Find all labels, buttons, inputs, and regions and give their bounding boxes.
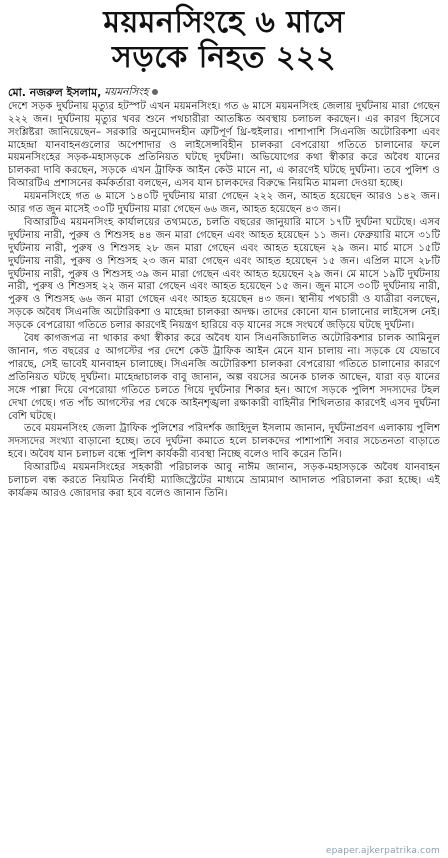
headline (8, 6, 440, 76)
byline (8, 86, 440, 99)
watermark: epaper.ajkerpatrika.com (325, 846, 440, 856)
article-paragraph: বিআরটিএ ময়মনসিংহ কার্যালয়ের তথ্যমতে, চলতি বছরের জানুয়ারি মাসে ১৭টি দুর্ঘটনা ঘটেছে। এসব দুর্ঘটনায় নারী, পুরুষ ও শিশুসহ ৪৪ জন মারা গেছেন এবং আহত হয়েছেন ১১ জন। ফেব্রুয়ারি মাসে ৩১টি দুর্ঘটনায় নারী, পুরুষ ও শিশুসহ ২৮ জন মারা গেছেন এবং আহত হয়েছেন ২৯ জন। মার্চ মাসে ১৫টি দুর্ঘটনায় নারী, পুরুষ ও শিশুসহ ২৩ জন মারা গেছেন এবং আহত হয়েছেন ১৫ জন। এপ্রিল মাসে ২৮টি দুর্ঘটনায় নারী, পুরুষ ও শিশুসহ ৩৯ জন মারা গেছেন এবং আহত হয়েছেন ২৯ জন। মে মাসে ১৯টি দুর্ঘটনায় নারী, পুরুষ ও শিশুসহ ২২ জন মারা গেছেন এবং আহত হয়েছেন ১৫ জন। জুন মাসে ৩০টি দুর্ঘটনায় নারী, পুরুষ ও শিশুসহ ৬৬ জন মারা গেছেন এবং আহত হয়েছেন ৪৩ জন। স্থানীয় পথচারী ও যাত্রীরা বলছেন, সড়কে অবৈধ সিএনজি অটোরিকশা ও মাহেন্দ্রা চালকরা অদক্ষ। তাদের কোনো যান চালানোর লাইসেন্স নেই। সড়কে বেপরোয়া গতিতে চলার কারণেই নিয়ন্ত্রণ হারিয়ে বড় যানের সঙ্গে সংঘর্ষে জড়িয়ে ঘটছে দুর্ঘটনা। (8, 216, 440, 332)
byline-location: ময়মনসিংহ (104, 85, 149, 98)
byline-bullet-icon (152, 89, 158, 95)
article-paragraph: বৈধ কাগজপত্র না থাকার কথা স্বীকার করে অবৈধ যান সিএনজিচালিত অটোরিকশার চালক আমিনুল জানান, গত বছরের ৫ আগস্টের পর দেশে কেউ ট্রাফিক আইন মেনে যান চালায় না। সড়কে যে যেভাবে পারছে, সেই ভাবেই যানবাহন চালাচ্ছে। সিএনজি অটোরিকশা চালকরা বেপরোয়া গতিতে চালানোর কারণে প্রতিনিয়ত ঘটছে দুর্ঘটনা। মাহেন্দ্রাচালক বাবু জানান, অল্প বয়সের অনেক চালক আছেন, যারা বড় যানের সঙ্গে পাল্লা দিয়ে বেপরোয়া গতিতে চলতে গিয়ে দুর্ঘটনার শিকার হন। আগে সড়কে পুলিশ সদস্যদের টহল দেখা গেছে। গত পাঁচ আগস্টের পর থেকে আইনশৃঙ্খলা রক্ষাকারী বাহিনীর শিথিলতার কারণেই এসব দুর্ঘটনা বেশি ঘটছে। (8, 333, 440, 422)
byline-author: মো. নজরুল ইসলাম, (8, 85, 102, 99)
article-paragraph: দেশে সড়ক দুর্ঘটনায় মৃত্যুর হটস্পট এখন ময়মনসিংহ। গত ৬ মাসে ময়মনসিংহ জেলায় দুর্ঘটনায় মারা গেছেন ২২২ জন। দুর্ঘটনায় মৃত্যুর খবর শুনে পথচারীরা আতঙ্কিত অবস্থায় চলাচল করছেন। এর কারণ হিসেবে সংশ্লিষ্টরা জানিয়েছেন– সরকারি অনুমোদনহীন ত্রুটিপূর্ণ থ্রি-হুইলার। পাশাপাশি সিএনজি অটোরিকশা এবং মাহেন্দ্রা যানবাহনগুলোর অপেশাদার ও লাইসেন্সবিহীন চালকরা বেপরোয়া গতিতে চালানোর ফলে ময়মনসিংহের সড়ক-মহাসড়কে প্রতিনিয়ত ঘটছে দুর্ঘটনা। অভিযোগের কথা স্বীকার করে অবৈধ যানের চালকরা দাবি করছেন, সড়কে এখন ট্রাফিক আইন কেউ মানে না, এ কারণেই ঘটছে দুর্ঘটনা। তবে পুলিশ ও বিআরটিএ প্রশাসনের কর্মকর্তারা বলছেন, এসব যান চালকদের বিরুদ্ধে নিয়মিত মামলা দেওয়া হচ্ছে। (8, 100, 440, 190)
headline-line-2: সড়কে নিহত ২২২ (112, 39, 336, 75)
article-paragraph: তবে ময়মনসিংহ জেলা ট্রাফিক পুলিশের পরিদর্শক জাহিদুল ইসলাম জানান, দুর্ঘটনাপ্রবণ এলাকায় পুলিশ সদস্যদের সংখ্যা বাড়ানো হচ্ছে। তবে দুর্ঘটনা কমাতে হলে চালকদের পাশাপাশি সবার সচেতনতা বাড়াতে হবে। অবৈধ যান চলাচল বন্ধে পুলিশ কার্যকরী ব্যবস্থা নিচ্ছে বলেও দাবি করেন তিনি। (8, 423, 440, 461)
article-paragraph: বিআরটিএ ময়মনসিংহের সহকারী পরিচালক আবু নাঈম জানান, সড়ক-মহাসড়কে অবৈধ যানবাহন চলাচল বন্ধ করতে নিয়মিত নির্বাহী ম্যাজিস্ট্রেটের মাধ্যমে ভ্রাম্যমাণ আদালত পরিচালনা করা হচ্ছে। এই কার্যক্রম আরও জোরদার করা হবে বলেও জানান তিনি। (8, 462, 440, 499)
article-paragraph: ময়মনসিংহে গত ৬ মাসে ১৪০টি দুর্ঘটনায় মারা গেছেন ২২২ জন, আহত হয়েছেন আরও ১৪২ জন। আর গত জুন মাসেই ৩০টি দুর্ঘটনায় মারা গেছেন ৬৬ জন, আহত হয়েছেন ৪৩ জন। (8, 191, 440, 216)
article-body (8, 101, 440, 501)
headline-line-1: ময়মনসিংহে ৬ মাসে (103, 5, 345, 40)
